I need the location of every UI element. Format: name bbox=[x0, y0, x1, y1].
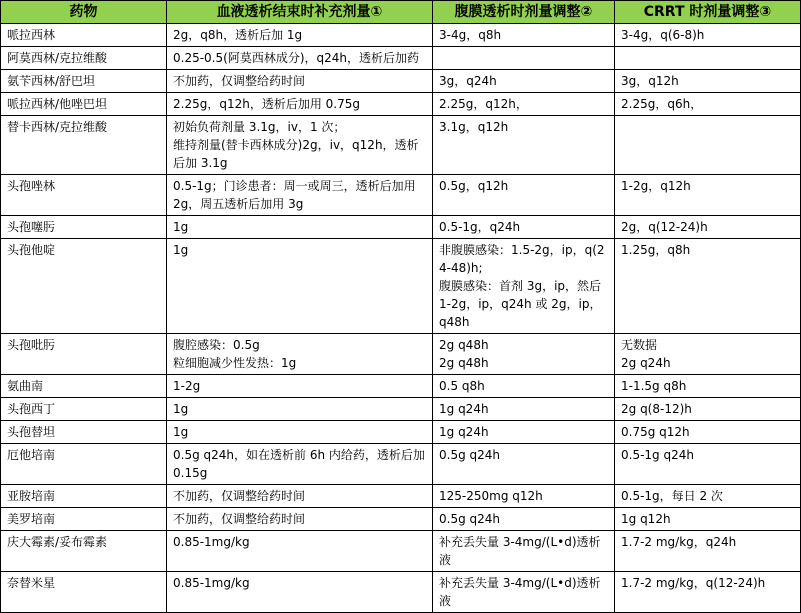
crrt-cell bbox=[615, 485, 801, 508]
crrt-cell-line: 无数据 bbox=[621, 338, 658, 352]
hemodialysis-cell bbox=[167, 485, 433, 508]
header-drug: 药物 bbox=[1, 1, 167, 24]
drug-cell: 头孢唑林 bbox=[1, 175, 167, 216]
peritoneal-dialysis-cell-line: 2g q48h bbox=[439, 338, 489, 352]
hemodialysis-cell-line: 2g，q8h，透析后加 1g bbox=[173, 28, 303, 42]
header-row bbox=[1, 1, 801, 24]
crrt-cell bbox=[615, 508, 801, 531]
hemodialysis-cell-line: 1g bbox=[173, 425, 189, 439]
crrt-cell bbox=[615, 398, 801, 421]
hemodialysis-cell-line: 1g bbox=[173, 220, 189, 234]
crrt-cell-line: 2g q(8-12)h bbox=[621, 402, 692, 416]
table-row bbox=[1, 375, 801, 398]
drug-cell: 头孢噻肟 bbox=[1, 216, 167, 239]
hemodialysis-cell bbox=[167, 216, 433, 239]
drug-cell: 氨曲南 bbox=[1, 375, 167, 398]
crrt-cell-line: 1.7-2 mg/kg，q(12-24)h bbox=[621, 576, 766, 590]
table-row bbox=[1, 572, 801, 613]
table-row bbox=[1, 239, 801, 334]
peritoneal-dialysis-cell-line: 125-250mg q12h bbox=[439, 489, 543, 503]
hemodialysis-cell-line: 初始负荷剂量 3.1g，iv，1 次； bbox=[173, 120, 346, 134]
crrt-cell bbox=[615, 239, 801, 334]
drug-cell: 头孢他啶 bbox=[1, 239, 167, 334]
crrt-cell-line: 2g q24h bbox=[621, 356, 671, 370]
hemodialysis-cell-line: 0.25-0.5(阿莫西林成分)，q24h，透析后加药 bbox=[173, 51, 419, 65]
crrt-cell-line: 2.25g，q6h， bbox=[621, 97, 703, 111]
crrt-cell-line: 0.75g q12h bbox=[621, 425, 690, 439]
peritoneal-dialysis-cell-line: 1g q24h bbox=[439, 425, 489, 439]
table-row bbox=[1, 24, 801, 47]
table-header bbox=[1, 1, 801, 24]
hemodialysis-cell-line: 不加药，仅调整给药时间 bbox=[173, 74, 306, 88]
crrt-cell bbox=[615, 24, 801, 47]
hemodialysis-cell bbox=[167, 334, 433, 375]
table-row bbox=[1, 444, 801, 485]
crrt-cell-line: 3-4g，q(6-8)h bbox=[621, 28, 705, 42]
hemodialysis-cell bbox=[167, 70, 433, 93]
crrt-cell bbox=[615, 444, 801, 485]
peritoneal-dialysis-cell bbox=[433, 334, 615, 375]
crrt-cell bbox=[615, 116, 801, 175]
drug-cell: 阿莫西林/克拉维酸 bbox=[1, 47, 167, 70]
crrt-cell bbox=[615, 216, 801, 239]
hemodialysis-cell bbox=[167, 398, 433, 421]
peritoneal-dialysis-cell bbox=[433, 47, 615, 70]
peritoneal-dialysis-cell bbox=[433, 375, 615, 398]
hemodialysis-cell-line: 1g bbox=[173, 243, 189, 257]
hemodialysis-cell-line: 不加药，仅调整给药时间 bbox=[173, 512, 306, 526]
peritoneal-dialysis-cell bbox=[433, 398, 615, 421]
crrt-cell bbox=[615, 175, 801, 216]
crrt-cell-line: 0.5-1g，每日 2 次 bbox=[621, 489, 723, 503]
table-row bbox=[1, 334, 801, 375]
table-row bbox=[1, 116, 801, 175]
peritoneal-dialysis-cell bbox=[433, 216, 615, 239]
peritoneal-dialysis-cell bbox=[433, 444, 615, 485]
peritoneal-dialysis-cell bbox=[433, 70, 615, 93]
crrt-cell-line: 1-1.5g q8h bbox=[621, 379, 687, 393]
hemodialysis-cell bbox=[167, 508, 433, 531]
peritoneal-dialysis-cell bbox=[433, 531, 615, 572]
peritoneal-dialysis-cell-line: 0.5 q8h bbox=[439, 379, 485, 393]
drug-cell: 头孢替坦 bbox=[1, 421, 167, 444]
header-crrt: CRRT 时剂量调整③ bbox=[615, 1, 801, 24]
crrt-cell-line: 0.5-1g q24h bbox=[621, 448, 694, 462]
table-row bbox=[1, 398, 801, 421]
hemodialysis-cell-line: 粒细胞减少性发热：1g bbox=[173, 356, 297, 370]
hemodialysis-cell bbox=[167, 572, 433, 613]
hemodialysis-cell-line: 1g bbox=[173, 402, 189, 416]
hemodialysis-cell bbox=[167, 93, 433, 116]
peritoneal-dialysis-cell bbox=[433, 175, 615, 216]
drug-cell: 哌拉西林/他唑巴坦 bbox=[1, 93, 167, 116]
hemodialysis-cell-line: 0.85-1mg/kg bbox=[173, 535, 250, 549]
table-row bbox=[1, 47, 801, 70]
header-hemodialysis: 血液透析结束时补充剂量① bbox=[167, 1, 433, 24]
table-row bbox=[1, 531, 801, 572]
drug-cell: 替卡西林/克拉维酸 bbox=[1, 116, 167, 175]
hemodialysis-cell bbox=[167, 24, 433, 47]
peritoneal-dialysis-cell bbox=[433, 572, 615, 613]
hemodialysis-cell-line: 0.5-1g；门诊患者：周一或周三，透析后加用 2g，周五透析后加用 3g bbox=[173, 179, 416, 211]
table-row bbox=[1, 508, 801, 531]
drug-cell: 庆大霉素/妥布霉素 bbox=[1, 531, 167, 572]
header-peritoneal-dialysis: 腹膜透析时剂量调整② bbox=[433, 1, 615, 24]
drug-cell: 奈替米星 bbox=[1, 572, 167, 613]
hemodialysis-cell bbox=[167, 175, 433, 216]
peritoneal-dialysis-cell-line: 非腹膜感染：1.5-2g，ip，q(24-48)h; bbox=[439, 243, 605, 275]
peritoneal-dialysis-cell-line: 3g，q24h bbox=[439, 74, 497, 88]
hemodialysis-cell-line: 0.85-1mg/kg bbox=[173, 576, 250, 590]
hemodialysis-cell-line: 0.5g q24h，如在透析前 6h 内给药，透析后加 0.15g bbox=[173, 448, 425, 480]
peritoneal-dialysis-cell bbox=[433, 239, 615, 334]
crrt-cell-line: 3g，q12h bbox=[621, 74, 679, 88]
peritoneal-dialysis-cell-line: 0.5g，q12h bbox=[439, 179, 509, 193]
peritoneal-dialysis-cell bbox=[433, 421, 615, 444]
peritoneal-dialysis-cell-line: 2.25g，q12h， bbox=[439, 97, 528, 111]
crrt-cell bbox=[615, 572, 801, 613]
hemodialysis-cell-line: 2.25g，q12h，透析后加用 0.75g bbox=[173, 97, 360, 111]
crrt-cell bbox=[615, 531, 801, 572]
table-row bbox=[1, 70, 801, 93]
table-row bbox=[1, 175, 801, 216]
crrt-cell bbox=[615, 47, 801, 70]
peritoneal-dialysis-cell-line: 0.5-1g，q24h bbox=[439, 220, 521, 234]
drug-cell: 哌拉西林 bbox=[1, 24, 167, 47]
hemodialysis-cell-line: 不加药，仅调整给药时间 bbox=[173, 489, 306, 503]
crrt-cell bbox=[615, 334, 801, 375]
crrt-cell-line: 1-2g，q12h bbox=[621, 179, 691, 193]
hemodialysis-cell bbox=[167, 239, 433, 334]
peritoneal-dialysis-cell bbox=[433, 116, 615, 175]
table-row bbox=[1, 421, 801, 444]
hemodialysis-cell-line: 维持剂量(替卡西林成分)2g，iv，q12h，透析后加 3.1g bbox=[173, 138, 419, 170]
peritoneal-dialysis-cell-line: 2g q48h bbox=[439, 356, 489, 370]
table-body bbox=[1, 24, 801, 613]
hemodialysis-cell bbox=[167, 531, 433, 572]
table-row bbox=[1, 216, 801, 239]
hemodialysis-cell bbox=[167, 444, 433, 485]
peritoneal-dialysis-cell-line: 补充丢失量 3-4mg/(L•d)透析液 bbox=[439, 535, 601, 567]
peritoneal-dialysis-cell bbox=[433, 508, 615, 531]
hemodialysis-cell bbox=[167, 47, 433, 70]
table-row bbox=[1, 485, 801, 508]
crrt-cell bbox=[615, 421, 801, 444]
peritoneal-dialysis-cell-line: 0.5g q24h bbox=[439, 448, 501, 462]
peritoneal-dialysis-cell bbox=[433, 24, 615, 47]
drug-cell: 头孢吡肟 bbox=[1, 334, 167, 375]
drug-cell: 美罗培南 bbox=[1, 508, 167, 531]
peritoneal-dialysis-cell-line: 补充丢失量 3-4mg/(L•d)透析液 bbox=[439, 576, 601, 608]
hemodialysis-cell bbox=[167, 116, 433, 175]
peritoneal-dialysis-cell-line: 3.1g，q12h bbox=[439, 120, 509, 134]
drug-cell: 亚胺培南 bbox=[1, 485, 167, 508]
crrt-cell bbox=[615, 93, 801, 116]
crrt-cell bbox=[615, 70, 801, 93]
hemodialysis-cell-line: 腹腔感染：0.5g bbox=[173, 338, 260, 352]
hemodialysis-cell bbox=[167, 375, 433, 398]
hemodialysis-cell-line: 1-2g bbox=[173, 379, 201, 393]
peritoneal-dialysis-cell-line: 1g q24h bbox=[439, 402, 489, 416]
drug-cell: 厄他培南 bbox=[1, 444, 167, 485]
peritoneal-dialysis-cell bbox=[433, 93, 615, 116]
peritoneal-dialysis-cell-line: 腹膜感染：首剂 3g，ip，然后 1-2g，ip，q24h 或 2g，ip，q48h bbox=[439, 279, 602, 329]
peritoneal-dialysis-cell bbox=[433, 485, 615, 508]
drug-cell: 氨苄西林/舒巴坦 bbox=[1, 70, 167, 93]
drug-cell: 头孢西丁 bbox=[1, 398, 167, 421]
peritoneal-dialysis-cell-line: 0.5g q24h bbox=[439, 512, 501, 526]
crrt-cell bbox=[615, 375, 801, 398]
crrt-cell-line: 1g q12h bbox=[621, 512, 671, 526]
peritoneal-dialysis-cell-line: 3-4g，q8h bbox=[439, 28, 502, 42]
crrt-cell-line: 1.7-2 mg/kg，q24h bbox=[621, 535, 737, 549]
table-row bbox=[1, 93, 801, 116]
hemodialysis-cell bbox=[167, 421, 433, 444]
crrt-cell-line: 2g，q(12-24)h bbox=[621, 220, 708, 234]
crrt-cell-line: 1.25g，q8h bbox=[621, 243, 691, 257]
